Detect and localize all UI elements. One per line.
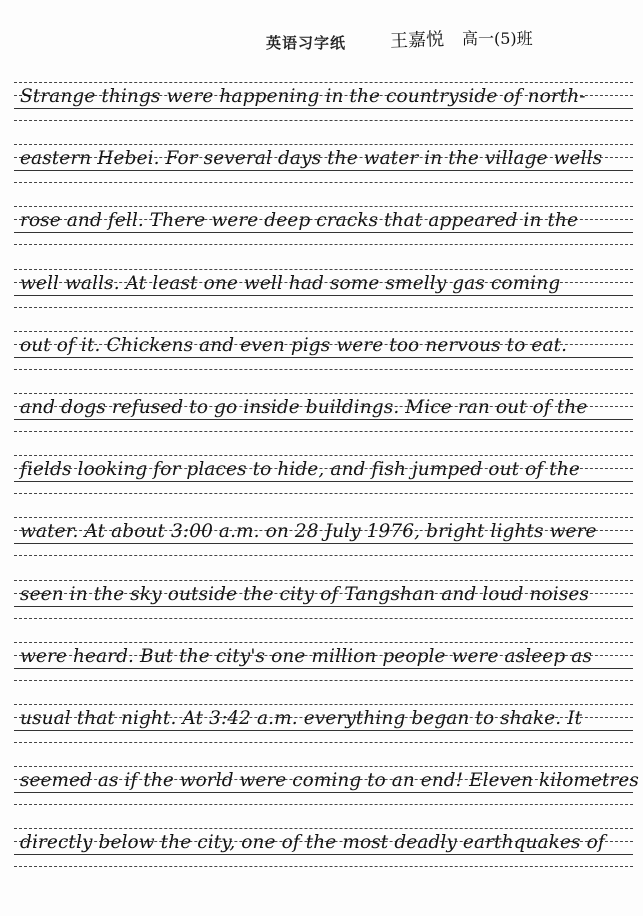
student-class: 高一(5)班 [462, 29, 533, 48]
writing-row [0, 206, 643, 268]
writing-row [0, 269, 643, 331]
writing-row [0, 144, 643, 206]
writing-row [0, 331, 643, 393]
writing-row [0, 828, 643, 890]
paper-title: 英语习字纸 [266, 34, 347, 52]
handwritten-line: fields looking for places to hide, and fish jumped out of the [20, 459, 580, 481]
handwritten-line: usual that night. At 3:42 a.m. everything began to shake. It [20, 707, 583, 729]
handwritten-line: were heard. But the city's one million people were asleep as [20, 645, 593, 667]
handwritten-line: out of it. Chickens and even pigs were too nervous to eat. [20, 334, 568, 356]
student-name: 王嘉悦 [389, 29, 445, 52]
handwritten-line: rose and fell. There were deep cracks that appeared in the [20, 210, 579, 232]
handwritten-line: water. At about 3:00 a.m. on 28 July 1976, bright lights were [20, 521, 597, 543]
writing-row [0, 704, 643, 766]
handwritten-line: seen in the sky outside the city of Tangshan and loud noises [20, 583, 589, 605]
writing-row [0, 517, 643, 579]
handwritten-line: directly below the city, one of the most deadly earthquakes of [20, 832, 605, 854]
writing-row [0, 82, 643, 144]
writing-lines [0, 82, 643, 890]
writing-row [0, 455, 643, 517]
writing-row [0, 580, 643, 642]
handwritten-line: well walls. At least one well had some smelly gas coming [20, 272, 561, 294]
sheet-header [0, 26, 643, 58]
handwritten-line: and dogs refused to go inside buildings. Mice ran out of the [20, 396, 588, 418]
handwritten-line: eastern Hebei. For several days the water in the village wells [20, 148, 603, 170]
writing-row [0, 642, 643, 704]
writing-row [0, 766, 643, 828]
writing-row [0, 393, 643, 455]
handwritten-line: Strange things were happening in the countryside of north- [20, 86, 586, 107]
handwritten-line: seemed as if the world were coming to an end! Eleven kilometres [20, 770, 639, 792]
